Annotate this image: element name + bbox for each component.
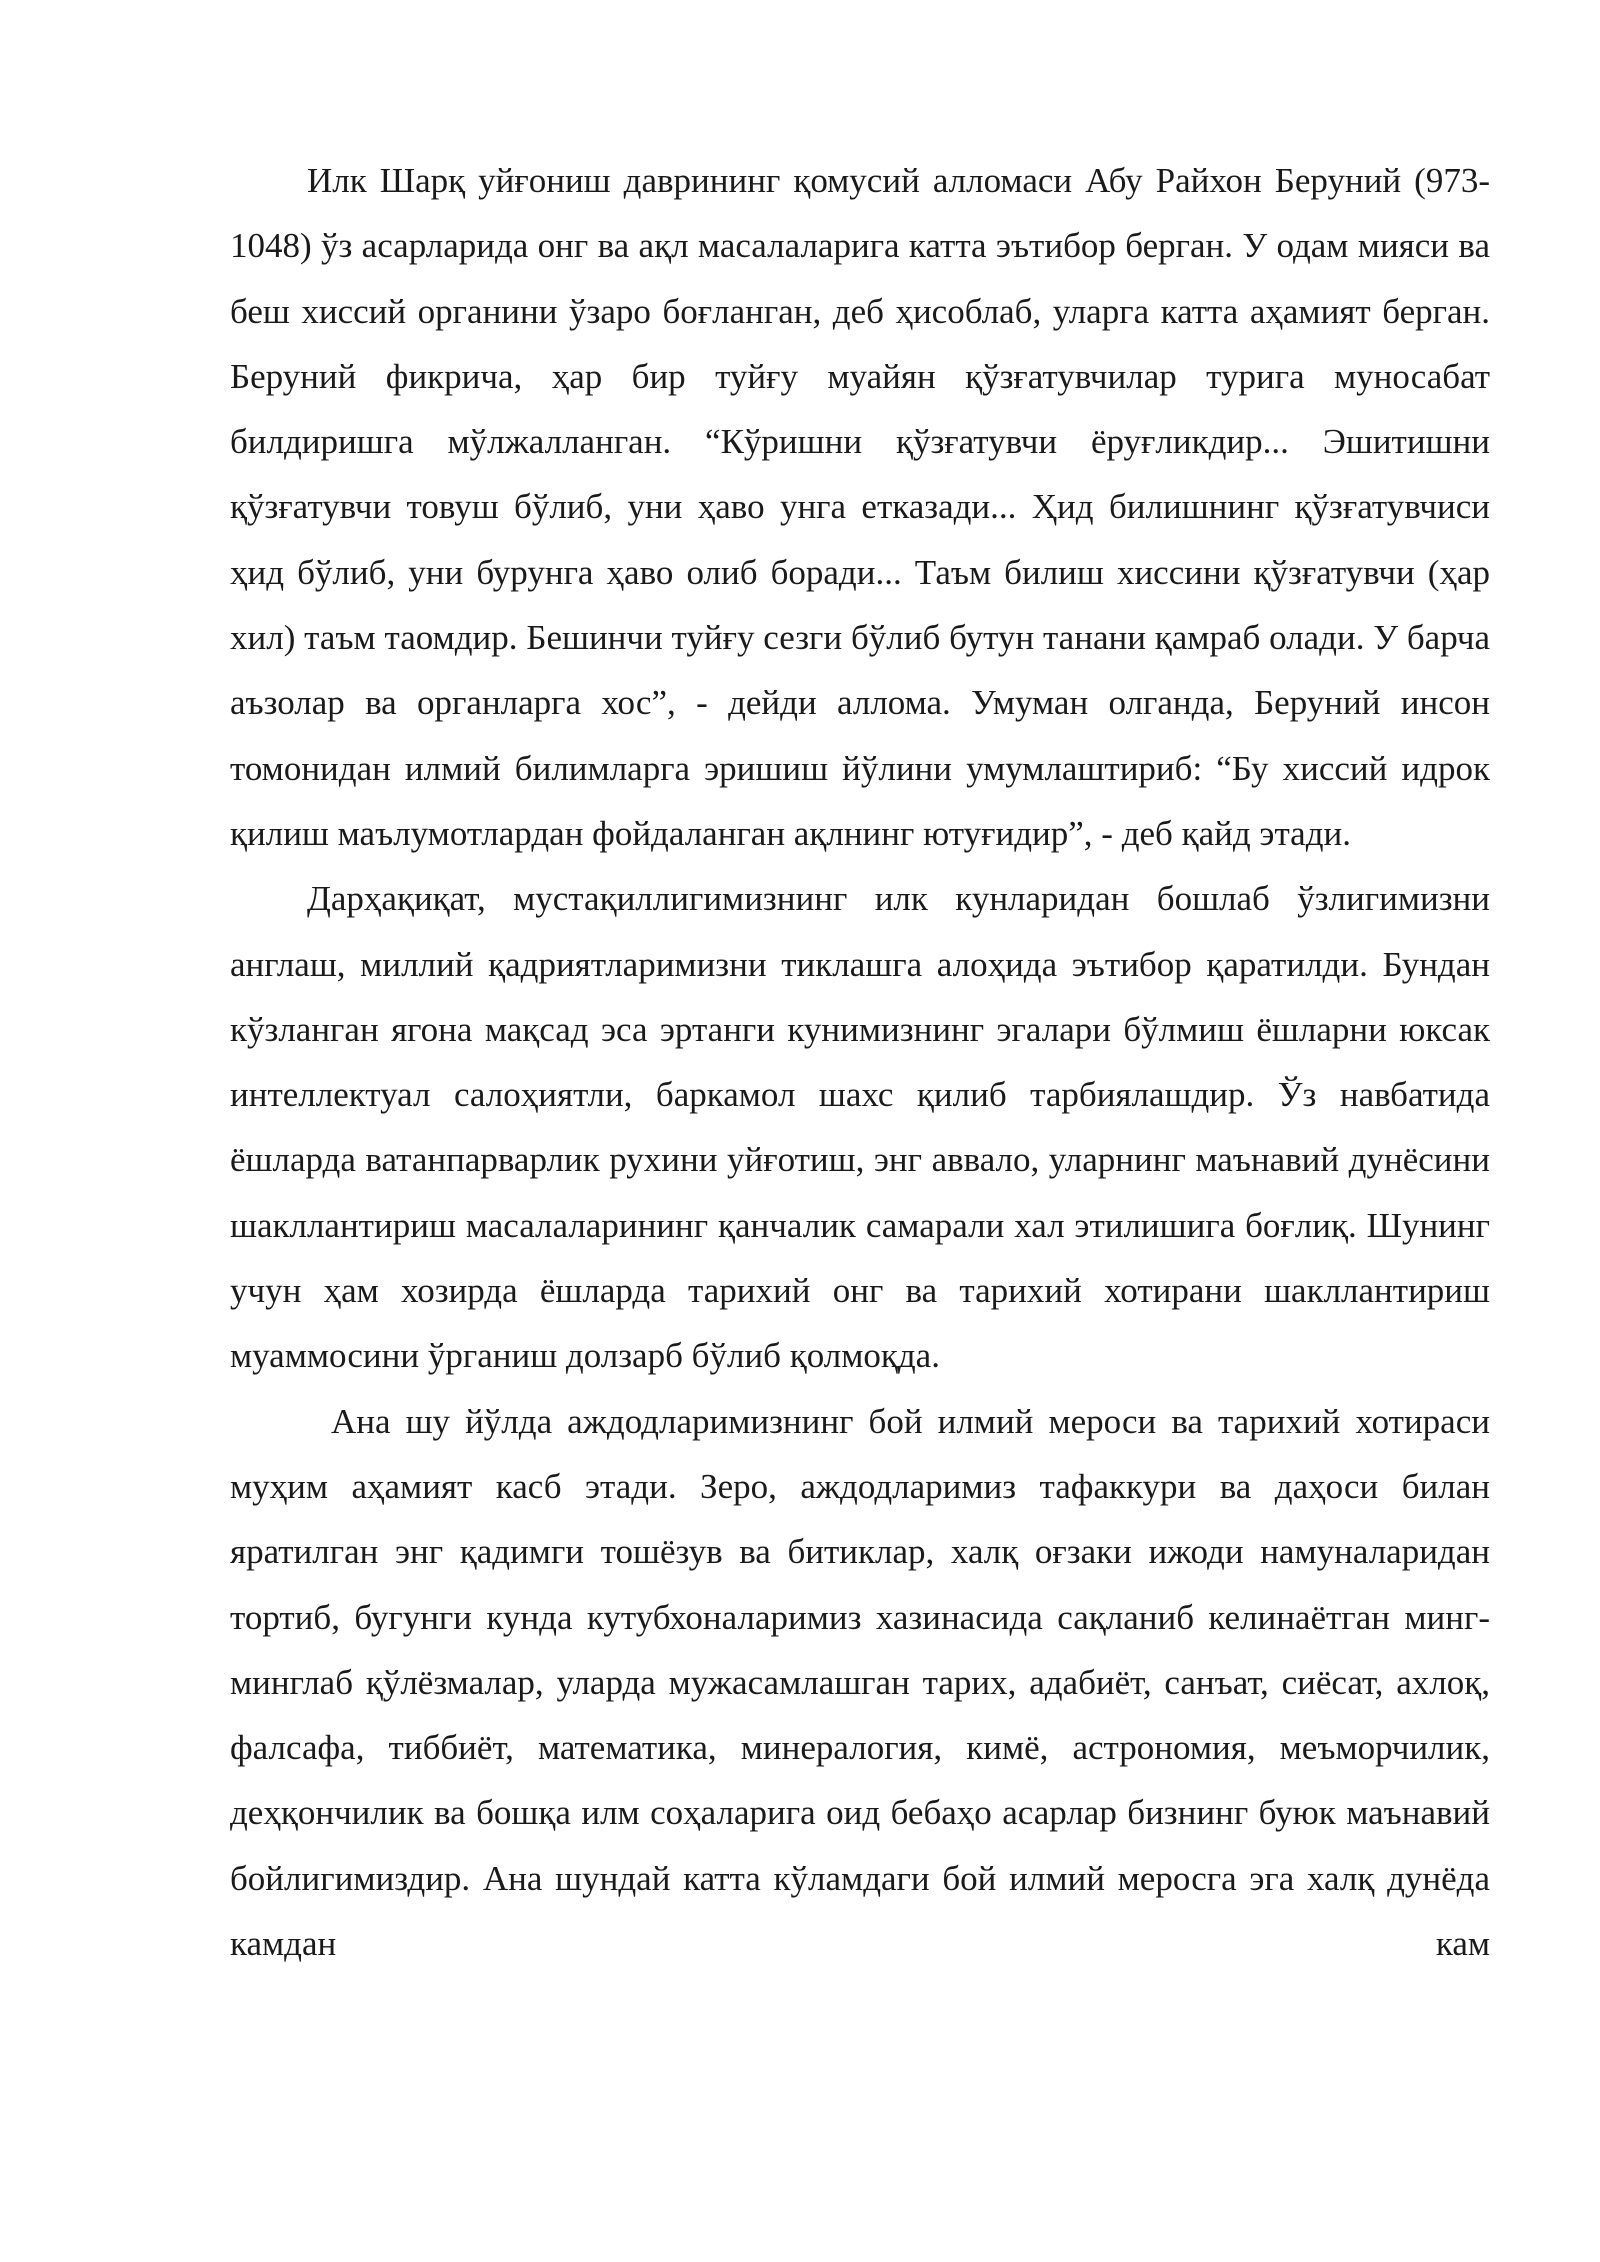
document-body [230,148,1490,1976]
paragraph-independence-youth: Дарҳақиқат, мустақиллигимизнинг илк кунларидан бошлаб ўзлигимизни англаш, миллий қадриятларимизни тиклашга алоҳида эътибор қаратилди. Бундан кўзланган ягона мақсад эса эртанги кунимизнинг эгалари бўлмиш ёшларни юксак интеллектуал салоҳиятли, баркамол шахс қилиб тарбиялашдир. Ўз навбатида ёшларда ватанпарварлик рухини уйғотиш, энг аввало, уларнинг маънавий дунёсини шакллантириш масалаларининг қанчалик самарали хал этилишига боғлиқ. Шунинг учун ҳам хозирда ёшларда тарихий онг ва тарихий хотирани шакллантириш муаммосини ўрганиш долзарб бўлиб қолмоқда. [230,879,1490,1376]
paragraph-scientific-heritage: Ана шу йўлда аждодларимизнинг бой илмий мероси ва тарихий хотираси муҳим аҳамият касб этади. Зеро, аждодларимиз тафаккури ва даҳоси билан яратилган энг қадимги тошёзув ва битиклар, халқ оғзаки ижоди намуналаридан тортиб, бугунги кунда кутубхоналаримиз хазинасида сақланиб келинаётган минг-минглаб қўлёзмалар, уларда мужасамлашган тарих, адабиёт, санъат, сиёсат, ахлоқ, фалсафа, тиббиёт, математика, минералогия, кимё, астрономия, меъморчилик, деҳқончилик ва бошқа илм соҳаларига оид бебаҳо асарлар бизнинг буюк маънавий бойлигимиздир. Ана шундай катта кўламдаги бой илмий меросга эга халқ дунёда камдан кам [230,1401,1490,1964]
paragraph-beruni-senses: Илк Шарқ уйғониш даврининг қомусий алломаси Абу Райхон Беруний (973-1048) ўз асарларида онг ва ақл масалаларига катта эътибор берган. У одам мияси ва беш хиссий органини ўзаро боғланган, деб ҳисоблаб, уларга катта аҳамият берган. Беруний фикрича, ҳар бир туйғу муайян қўзғатувчилар турига муносабат билдиришга мўлжалланган. “Кўришни қўзғатувчи ёруғликдир... Эшитишни қўзғатувчи товуш бўлиб, уни ҳаво унга етказади... Ҳид билишнинг қўзғатувчиси ҳид бўлиб, уни бурунга ҳаво олиб боради... Таъм билиш хиссини қўзғатувчи (ҳар хил) таъм таомдир. Бешинчи туйғу сезги бўлиб бутун танани қамраб олади. У барча аъзолар ва органларга хос”, - дейди аллома. Умуман олганда, Беруний инсон томонидан илмий билимларга эришиш йўлини умумлаштириб: “Бу хиссий идрок қилиш маълумотлардан фойдаланган ақлнинг ютуғидир”, - деб қайд этади. [230,161,1490,853]
